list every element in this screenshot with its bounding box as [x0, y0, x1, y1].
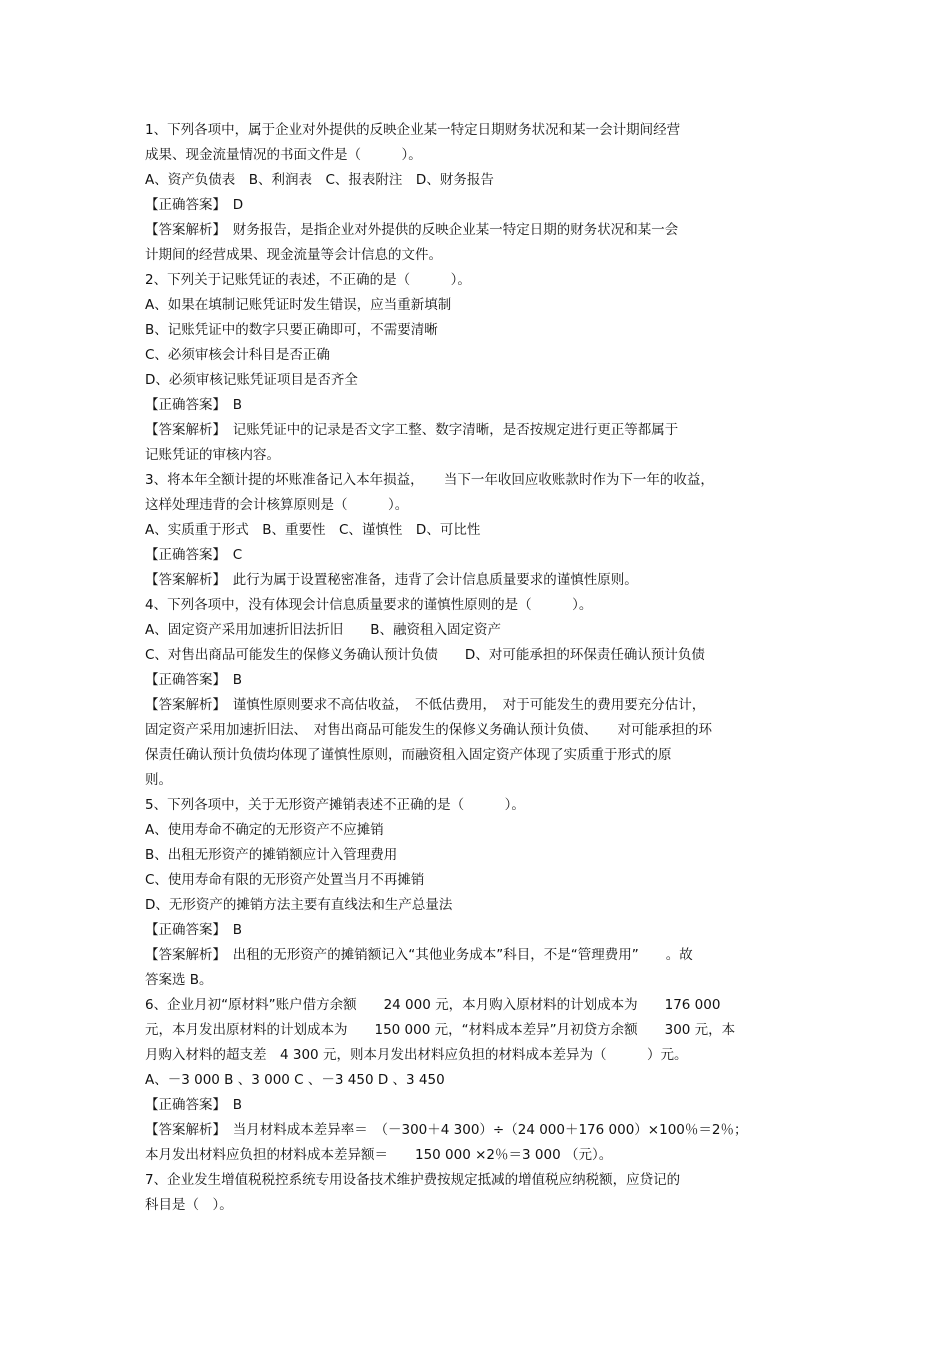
- text-line: 【正确答案】 B: [145, 1097, 243, 1113]
- text-line: 这样处理违背的会计核算原则是（ ）。: [145, 497, 409, 513]
- text-line: D、必须审核记账凭证项目是否齐全: [145, 372, 358, 388]
- text-line: 【答案解析】 财务报告，是指企业对外提供的反映企业某一特定日期的财务状况和某一会: [145, 222, 679, 238]
- text-line: A、如果在填制记账凭证时发生错误，应当重新填制: [145, 297, 452, 313]
- document-body: [145, 118, 810, 1218]
- text-line: 【答案解析】 当月材料成本差异率＝ （－300＋4 300）÷（24 000＋176 000）×100％＝2％；: [145, 1122, 748, 1138]
- text-line: 固定资产采用加速折旧法、 对售出商品可能发生的保修义务确认预计负债、 对可能承担的环: [145, 722, 712, 738]
- text-line: 【正确答案】 B: [145, 672, 243, 688]
- text-line: B、出租无形资产的摊销额应计入管理费用: [145, 847, 398, 863]
- text-line: A、固定资产采用加速折旧法折旧 B、融资租入固定资产: [145, 622, 501, 638]
- text-line: A、资产负债表 B、利润表 C、报表附注 D、财务报告: [145, 172, 494, 188]
- text-line: B、记账凭证中的数字只要正确即可，不需要清晰: [145, 322, 438, 338]
- text-line: 1、下列各项中，属于企业对外提供的反映企业某一特定日期财务状况和某一会计期间经营: [145, 122, 681, 138]
- text-line: C、必须审核会计科目是否正确: [145, 347, 330, 363]
- text-line: 【正确答案】 B: [145, 922, 243, 938]
- text-line: 保责任确认预计负债均体现了谨慎性原则，而融资租入固定资产体现了实质重于形式的原: [145, 747, 672, 763]
- text-line: 6、企业月初“原材料”账户借方余额 24 000 元，本月购入原材料的计划成本为 176 000: [145, 997, 721, 1013]
- text-line: A、实质重于形式 B、重要性 C、谨慎性 D、可比性: [145, 522, 481, 538]
- text-line: 【答案解析】 出租的无形资产的摊销额记入“其他业务成本”科目，不是“管理费用” 。故: [145, 947, 693, 963]
- text-line: 则。: [145, 772, 172, 788]
- text-line: D、无形资产的摊销方法主要有直线法和生产总量法: [145, 897, 453, 913]
- text-line: 元，本月发出原材料的计划成本为 150 000 元，“材料成本差异”月初贷方余额 300 元，本: [145, 1022, 736, 1038]
- text-line: 答案选 B。: [145, 972, 213, 988]
- text-line: 4、下列各项中，没有体现会计信息质量要求的谨慎性原则的是（ ）。: [145, 597, 593, 613]
- text-line: C、对售出商品可能发生的保修义务确认预计负债 D、对可能承担的环保责任确认预计负债: [145, 647, 705, 663]
- text-line: 科目是（ ）。: [145, 1197, 233, 1213]
- text-line: C、使用寿命有限的无形资产处置当月不再摊销: [145, 872, 425, 888]
- text-line: 成果、现金流量情况的书面文件是（ ）。: [145, 147, 422, 163]
- text-line: 【答案解析】 记账凭证中的记录是否文字工整、数字清晰，是否按规定进行更正等都属于: [145, 422, 679, 438]
- text-line: 【答案解析】 谨慎性原则要求不高估收益， 不低估费用， 对于可能发生的费用要充分估计，: [145, 697, 706, 713]
- text-line: 本月发出材料应负担的材料成本差异额＝ 150 000 ×2％＝3 000 （元）。: [145, 1147, 613, 1163]
- text-line: 计期间的经营成果、现金流量等会计信息的文件。: [145, 247, 442, 263]
- text-line: A、使用寿命不确定的无形资产不应摊销: [145, 822, 384, 838]
- text-line: 【正确答案】 B: [145, 397, 243, 413]
- text-line: 月购入材料的超支差 4 300 元，则本月发出材料应负担的材料成本差异为（ ）元。: [145, 1047, 688, 1063]
- text-line: 7、企业发生增值税税控系统专用设备技术维护费按规定抵减的增值税应纳税额，应贷记的: [145, 1172, 681, 1188]
- text-line: 【正确答案】 D: [145, 197, 244, 213]
- text-line: A、－3 000 B 、3 000 C 、－3 450 D 、3 450: [145, 1072, 445, 1088]
- text-line: 【正确答案】 C: [145, 547, 243, 563]
- text-line: 记账凭证的审核内容。: [145, 447, 280, 463]
- text-line: 3、将本年全额计提的坏账准备记入本年损益， 当下一年收回应收账款时作为下一年的收益，: [145, 472, 714, 488]
- text-line: 5、下列各项中，关于无形资产摊销表述不正确的是（ ）。: [145, 797, 525, 813]
- text-line: 2、下列关于记账凭证的表述，不正确的是（ ）。: [145, 272, 471, 288]
- text-line: 【答案解析】 此行为属于设置秘密准备，违背了会计信息质量要求的谨慎性原则。: [145, 572, 638, 588]
